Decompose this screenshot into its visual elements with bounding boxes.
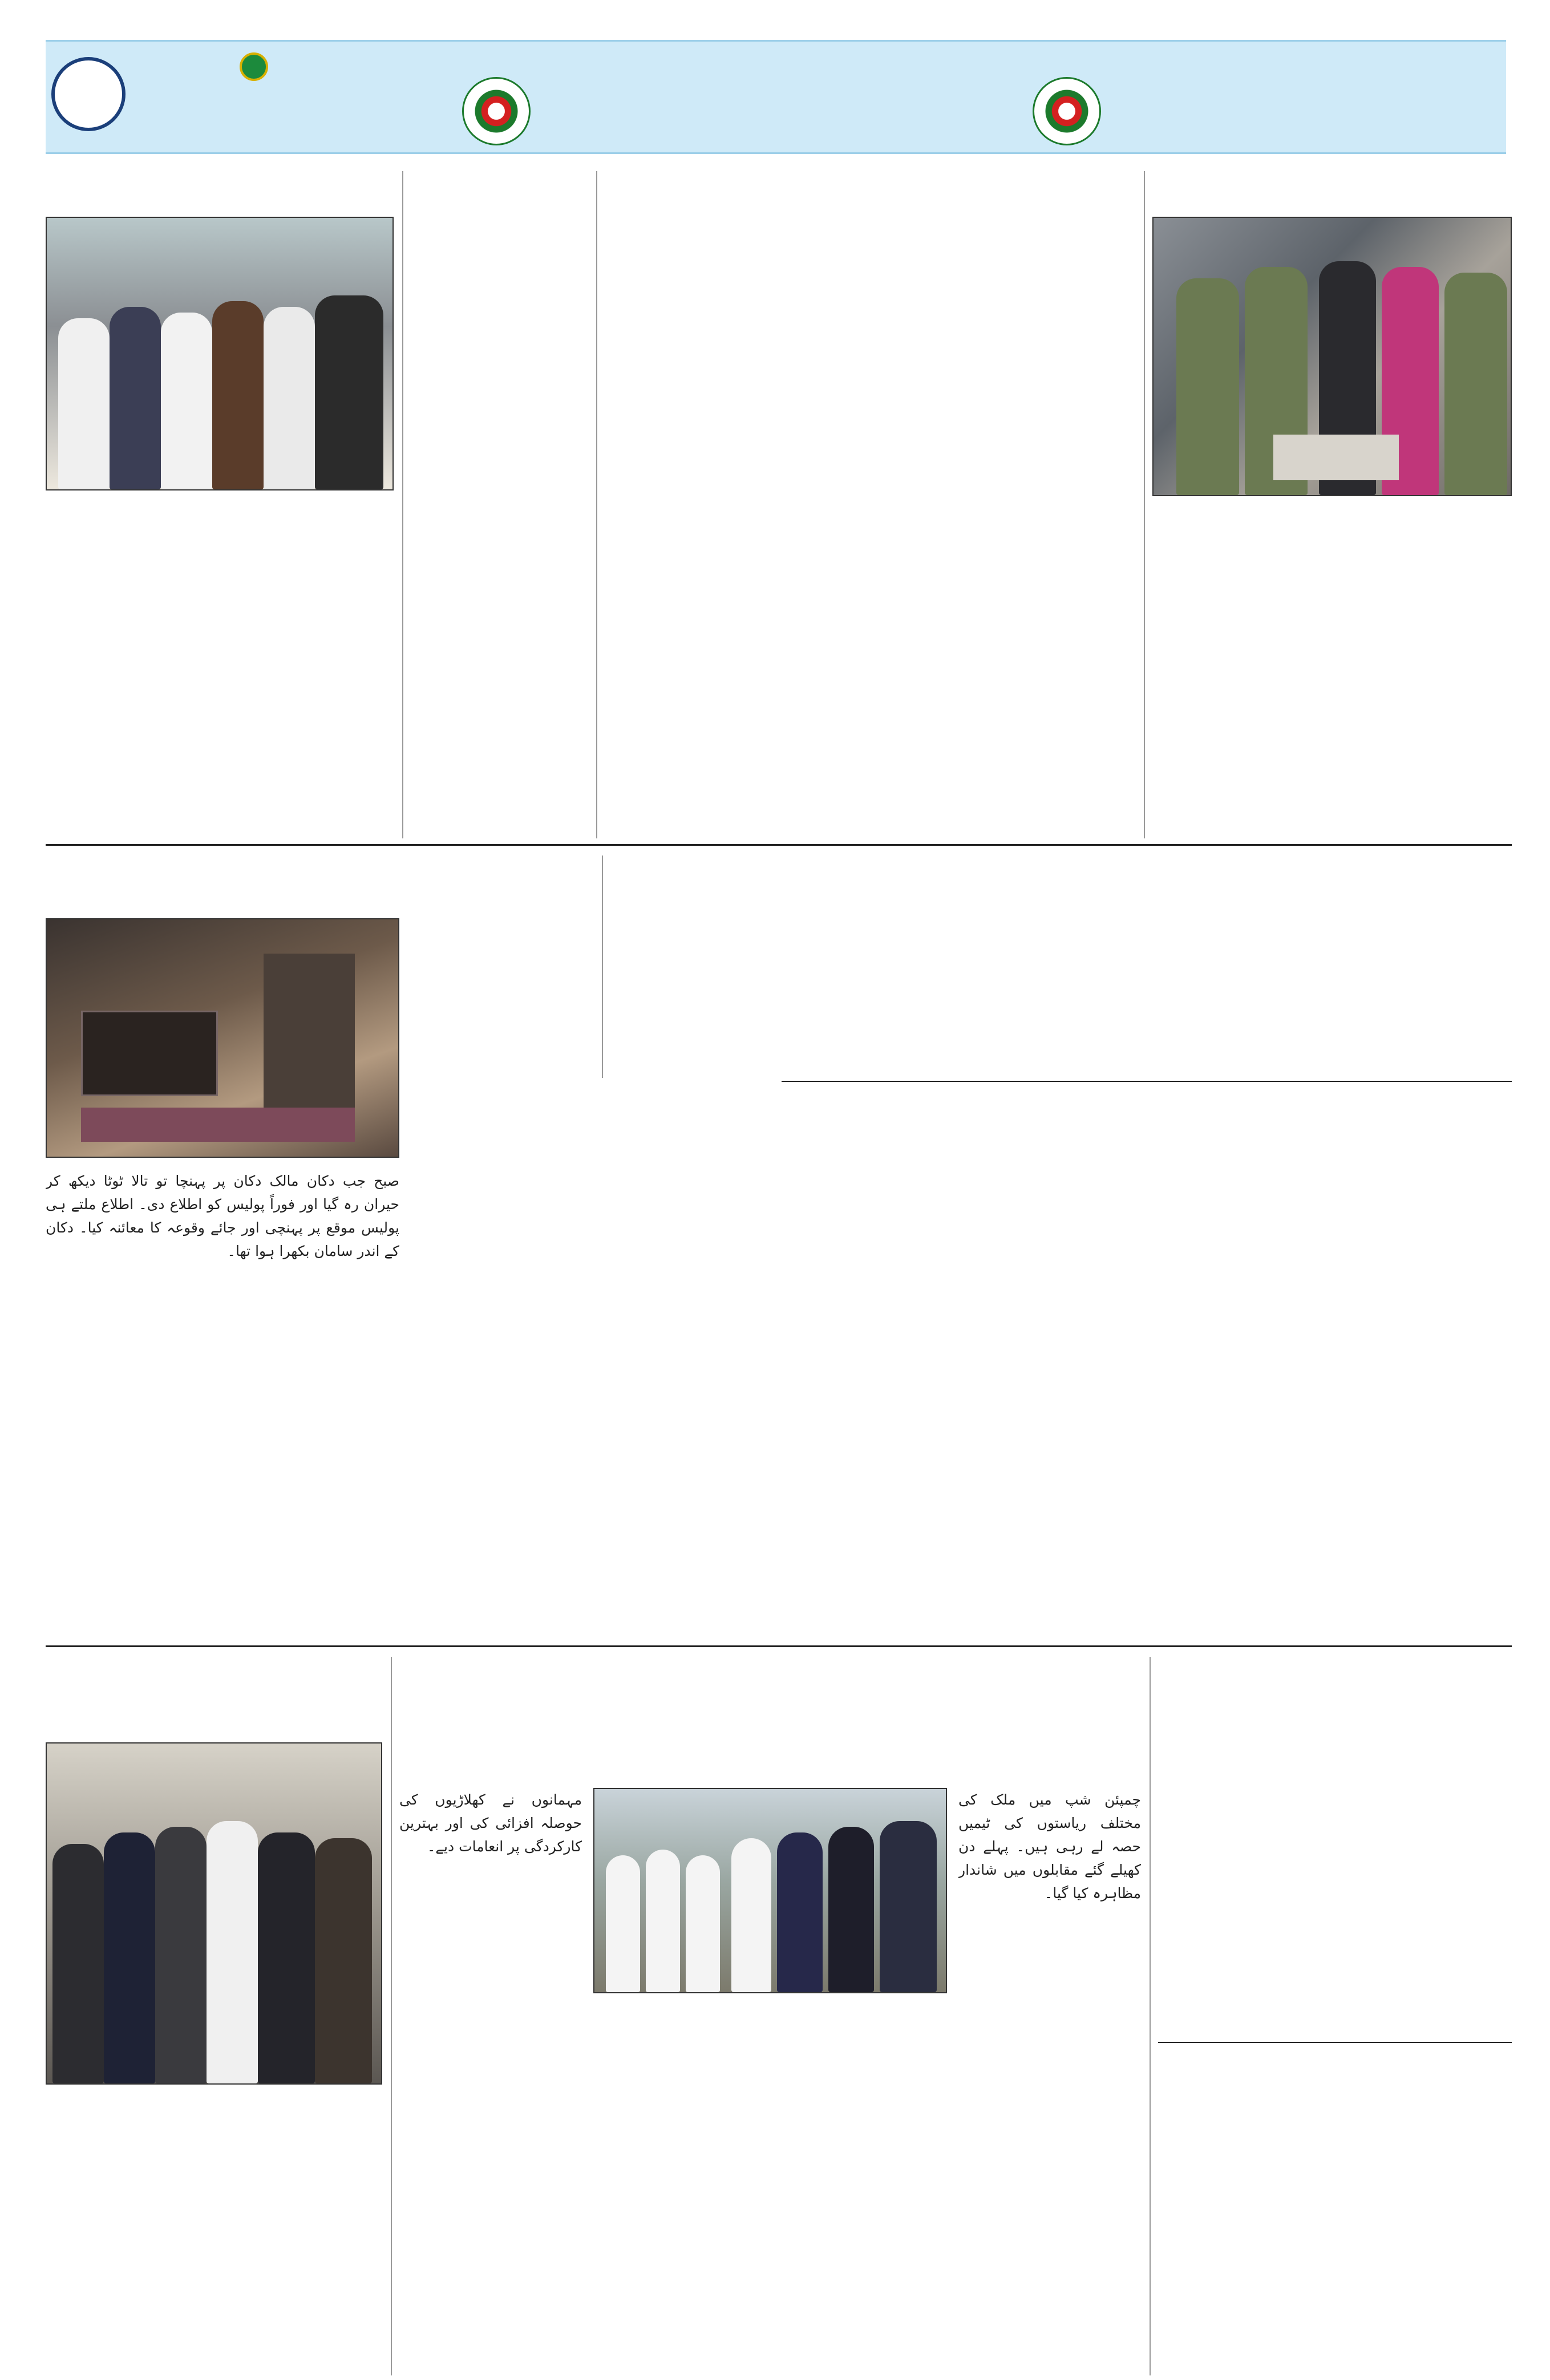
article-sports-education [1158,1657,1512,2039]
article-body [411,918,593,1528]
article-court-verdict [1158,2047,1512,2380]
right-emblem-icon [1033,77,1101,145]
article-body [610,970,1512,1067]
article-body-side-left: مہمانوں نے کھلاڑیوں کی حوصلہ افزائی کی اور بہترین کارکردگی پر انعامات دیے۔ [399,1791,582,1855]
column-divider [391,1657,392,2375]
photo-caption [1152,502,1512,522]
brand-logo [143,52,377,132]
photo-arrest [1152,217,1512,496]
article-jeweler-theft-continued: صبح جب دکان مالک دکان پر پہنچا تو تالا ٹوٹا دیکھ کر حیران رہ گیا اور فوراً پولیس کو اطلاع دی۔ اطلاع ملتے ہی پولیس موقع پر پہنچی اور جائے وقوعہ کا معائنہ کیا۔ دکان کے اندر سامان بکھرا ہوا تھا۔ [46,1173,399,1259]
article-jeweler-theft-text [411,918,593,1631]
column-divider [402,171,403,838]
article-body [411,179,588,744]
article-body [1152,525,1512,838]
photo-caption [46,496,394,537]
article-body [1158,2052,1512,2326]
row-divider [782,1081,1512,1082]
photo-theft [46,918,399,1158]
row-divider [1158,2042,1512,2043]
article-body [782,1212,1512,1394]
column-divider [1150,1657,1151,2375]
brand-emblem-icon [240,52,268,81]
article-stunt [782,1086,1512,1406]
article-arrest [1152,171,1512,838]
article-body [46,2113,382,2370]
article-memorandum [46,171,394,838]
row-divider [46,844,1512,846]
column-divider [1144,171,1145,838]
article-body [399,2005,1141,2370]
page-number-badge [51,57,126,131]
photo-softball [593,1788,947,1993]
article-third-party [610,855,1512,1072]
column-divider [602,855,603,1078]
photo-protest [46,1742,382,2085]
column-divider [596,171,597,838]
row-divider [46,1645,1512,1647]
left-emblem-icon [462,77,531,145]
article-food-safety [411,171,588,838]
article-softball [399,1657,1141,2375]
article-body [46,542,394,838]
article-lawyers-protest [46,1657,382,2375]
photo-caption [46,2090,382,2111]
article-body [1158,1663,1512,1896]
article-fertilizer [605,171,1135,838]
photo-memorandum [46,217,394,490]
masthead [0,0,1550,160]
article-body-side-right: چمپئن شپ میں ملک کی مختلف ریاستوں کی ٹیمیں حصہ لے رہی ہیں۔ پہلے دن کھیلے گئے مقابلوں میں شاندار مظاہرہ کیا گیا۔ [958,1791,1141,1901]
article-body [605,331,1135,821]
